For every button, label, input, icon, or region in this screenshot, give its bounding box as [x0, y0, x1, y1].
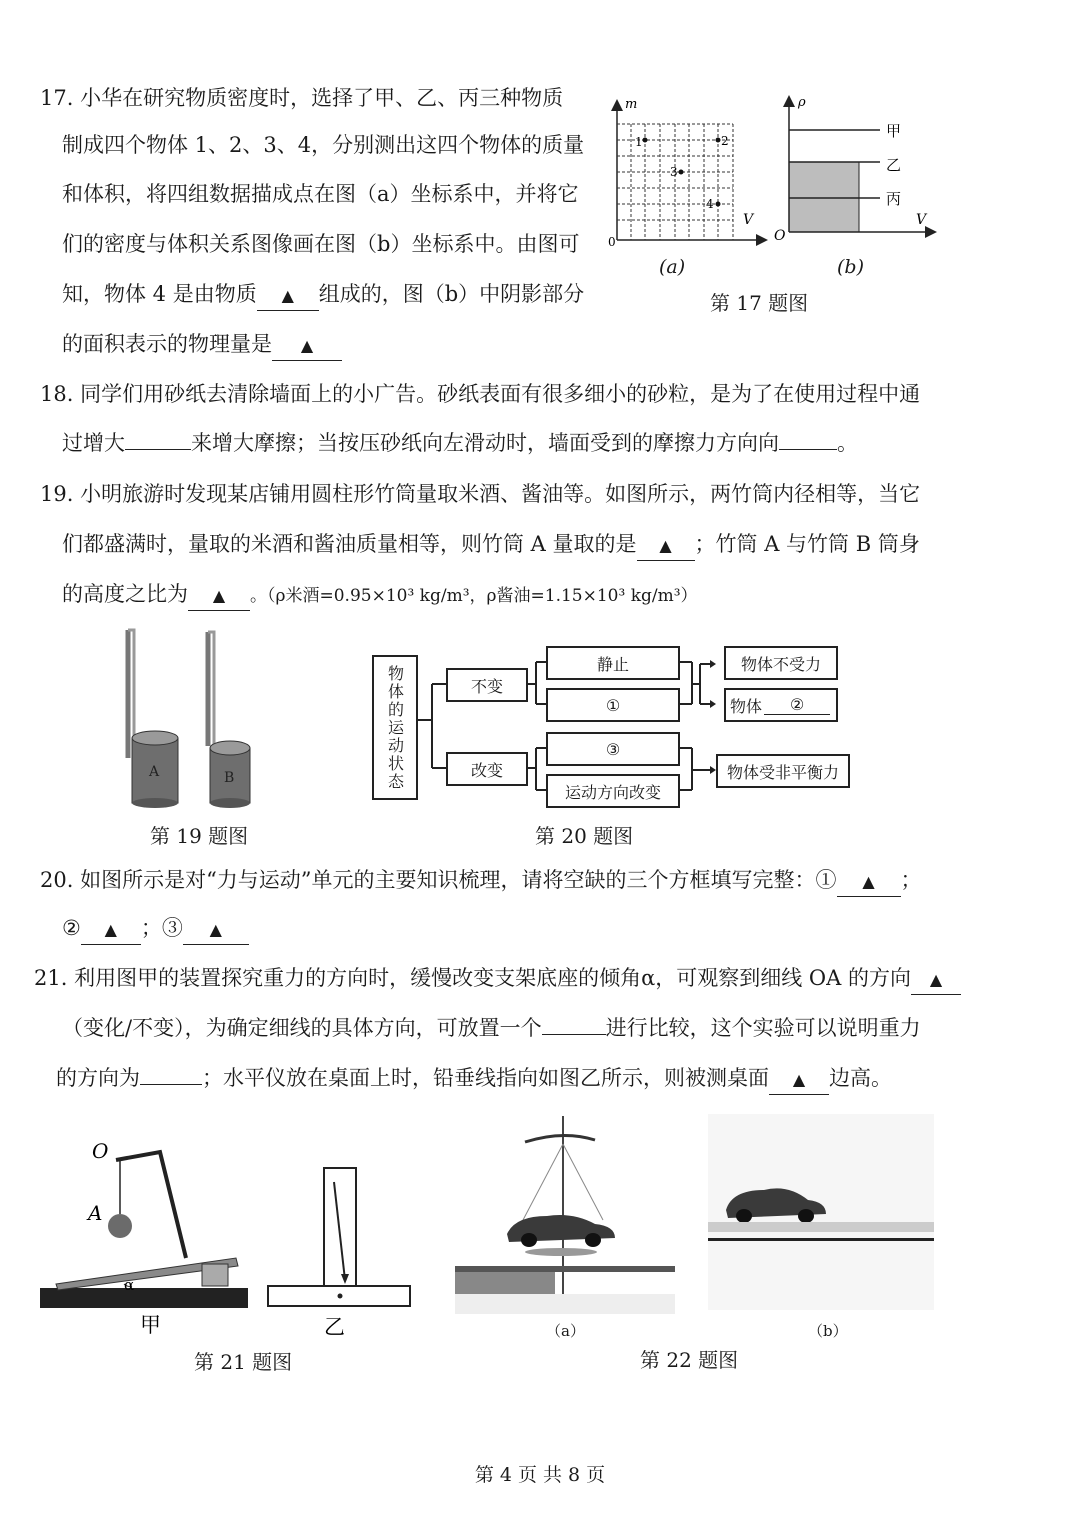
q21-line-1: 21. 利用图甲的装置探究重力的方向时，缓慢改变支架底座的倾角α，可观察到细线 OA 的方向 ▲ — [34, 964, 961, 995]
q20-root-box: 物体的运动状态 — [372, 655, 418, 800]
q19-figure — [120, 628, 290, 808]
q17-label-jia: 甲 — [886, 122, 902, 140]
q17-point-2-label: 2 — [721, 134, 729, 148]
q21-jia-label: 甲 — [140, 1313, 161, 1337]
q17-a-x-label: V — [743, 212, 754, 228]
q17-label-bing: 丙 — [886, 190, 902, 208]
q21-figure-caption: 第 21 题图 — [194, 1350, 293, 1374]
q17-point-4 — [716, 202, 721, 207]
q21-alpha: α — [124, 1276, 135, 1294]
q17-graph-b — [772, 92, 937, 272]
q17-point-3-label: 3 — [670, 165, 678, 179]
q20-object-prefix: 物体 — [730, 696, 763, 716]
q20-unchanged-box: 不变 — [446, 668, 528, 702]
q20-answer-3[interactable]: ▲ — [183, 916, 249, 945]
q19-blank-1[interactable]: ▲ — [637, 532, 695, 561]
q17-point-1 — [643, 138, 648, 143]
q18-line-2: 过增大 来增大摩擦；当按压砂纸向左滑动时，墙面受到的摩擦力方向向 。 — [62, 431, 858, 455]
q17-graph-b-label: (b) — [837, 256, 864, 278]
q17-a-origin: 0 — [608, 235, 616, 249]
q17-graph-a — [605, 92, 770, 272]
q20-figure-caption: 第 20 题图 — [535, 824, 634, 848]
q21-blank-1[interactable]: ▲ — [911, 966, 961, 995]
page-footer: 第 4 页 共 8 页 — [474, 1464, 606, 1486]
q21-line-3: 的方向为 ；水平仪放在桌面上时，铅垂线指向如图乙所示，则被测桌面 ▲ 边高。 — [56, 1064, 892, 1095]
q18-line-1: 18. 同学们用砂纸去清除墙面上的小广告。砂纸表面有很多细小的砂粒，是为了在使用过程中通 — [40, 382, 921, 406]
q21-blank-2[interactable] — [542, 1034, 606, 1035]
q21-ball — [108, 1214, 132, 1238]
q22-figure-caption: 第 22 题图 — [640, 1348, 739, 1372]
q20-line-1: 20. 如图所示是对“力与运动”单元的主要知识梳理，请将空缺的三个方框填写完整：① ▲ ； — [40, 866, 922, 897]
q17-line-4: 们的密度与体积关系图像画在图（b）坐标系中。由图可 — [62, 232, 580, 256]
q19-line-3: 的高度之比为 ▲ 。（ρ米酒=0.95×10³ kg/m³，ρ酱油=1.15×10³ kg/m³） — [62, 580, 698, 611]
q21-base — [40, 1288, 248, 1308]
q20-no-force-box: 物体不受力 — [724, 646, 838, 680]
q22-label-b: （b） — [808, 1322, 848, 1340]
q18-blank-1[interactable] — [125, 449, 191, 450]
q20-blank3-box[interactable]: ③ — [546, 732, 680, 766]
q17-line-2: 制成四个物体 1、2、3、4，分别测出这四个物体的质量 — [62, 133, 585, 157]
q17-b-x-label: V — [916, 212, 927, 228]
q17-line-6: 的面积表示的物理量是 ▲ — [62, 330, 342, 361]
q20-answer-1[interactable]: ▲ — [837, 868, 901, 897]
q21-blank-4[interactable]: ▲ — [769, 1066, 829, 1095]
q21-yi-label: 乙 — [324, 1315, 345, 1339]
q17-point-1-label: 1 — [635, 135, 643, 149]
q19-cup-a-label: A — [149, 764, 160, 780]
q20-static-box: 静止 — [546, 646, 680, 680]
q17-point-2 — [716, 138, 721, 143]
q21-figure-jia — [36, 1132, 256, 1342]
q20-answer-2[interactable]: ▲ — [81, 916, 141, 945]
q21-blank-3[interactable] — [140, 1084, 202, 1085]
q17-figure-caption: 第 17 题图 — [710, 291, 809, 315]
q22-label-a: （a） — [546, 1322, 585, 1340]
q21-a-label: A — [88, 1201, 103, 1225]
q20-blank2-mark: ② — [764, 695, 830, 715]
q19-cup-b-label: B — [224, 770, 235, 786]
q17-a-y-label: m — [625, 97, 638, 112]
q20-direction-box: 运动方向改变 — [546, 774, 680, 808]
q19-line-1: 19. 小明旅游时发现某店铺用圆柱形竹筒量取米酒、酱油等。如图所示，两竹筒内径相等，当它 — [40, 482, 921, 506]
q17-blank-1[interactable]: ▲ — [257, 282, 319, 311]
q17-line-1: 17. 小华在研究物质密度时，选择了甲、乙、丙三种物质 — [40, 86, 564, 110]
q17-point-3 — [679, 170, 684, 175]
q20-line-2: ② ▲ ；③ ▲ — [62, 914, 249, 945]
q17-line-5: 知，物体 4 是由物质 ▲ 组成的，图（b）中阴影部分 — [62, 280, 584, 311]
q17-label-yi: 乙 — [886, 156, 902, 174]
q20-blank2-box[interactable] — [724, 688, 838, 722]
q21-figure-yi — [264, 1164, 414, 1342]
q17-shaded-area — [789, 162, 859, 232]
q21-line-2: （变化/不变），为确定细线的具体方向，可放置一个 进行比较，这个实验可以说明重力 — [62, 1016, 921, 1040]
q19-blank-2[interactable]: ▲ — [188, 582, 250, 611]
q20-blank1-box[interactable]: ① — [546, 688, 680, 722]
q17-line-3: 和体积，将四组数据描成点在图（a）坐标系中，并将它 — [62, 182, 579, 206]
q17-graph-a-label: (a) — [659, 256, 686, 278]
q20-unbalanced-box: 物体受非平衡力 — [716, 754, 850, 788]
q22-photo-a — [455, 1116, 675, 1314]
q17-blank-2[interactable]: ▲ — [272, 332, 342, 361]
q21-o-label: O — [92, 1139, 109, 1163]
q17-b-origin: O — [774, 228, 786, 244]
q21-stand — [116, 1152, 186, 1258]
q22-photo-b — [708, 1114, 934, 1310]
q18-blank-2[interactable] — [779, 449, 837, 450]
q17-b-y-label: ρ — [798, 95, 806, 110]
q17-point-4-label: 4 — [706, 197, 714, 211]
q20-changed-box: 改变 — [446, 752, 528, 786]
q19-line-2: 们都盛满时，量取的米酒和酱油质量相等，则竹筒 A 量取的是 ▲ ；竹筒 A 与竹筒 B 筒身 — [62, 530, 920, 561]
q19-figure-caption: 第 19 题图 — [150, 824, 249, 848]
